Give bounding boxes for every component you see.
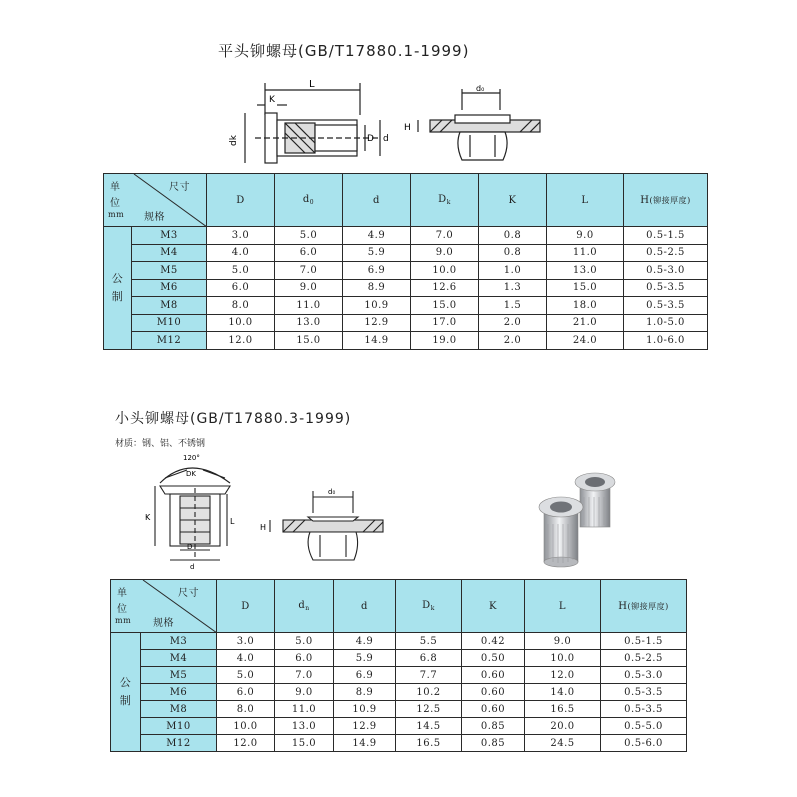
header-L: L [547, 174, 624, 227]
cell-D: 4.0 [217, 650, 275, 667]
cell-d0: 11.0 [275, 701, 334, 718]
label-L: L [309, 79, 315, 90]
cell-H: 0.5-2.5 [624, 244, 708, 262]
cell-L: 14.0 [525, 684, 601, 701]
table2-corner-header: 单 位 mm 尺寸 规格 [111, 580, 217, 633]
header-K: K [479, 174, 547, 227]
cell-d: 6.9 [334, 667, 396, 684]
cell-d: 8.9 [334, 684, 396, 701]
row-size-label: M8 [132, 297, 207, 315]
cell-d: 8.9 [343, 279, 411, 297]
cell-Dk: 6.8 [396, 650, 462, 667]
cell-D: 4.0 [207, 244, 275, 262]
label-d: d [383, 134, 389, 144]
cell-Dk: 10.0 [411, 262, 479, 280]
corner-spec-label: 规格 [144, 212, 165, 223]
cell-Dk: 16.5 [396, 735, 462, 752]
cell-d0: 11.0 [275, 297, 343, 315]
cell-D: 6.0 [207, 279, 275, 297]
cell-Dk: 5.5 [396, 633, 462, 650]
table-row [104, 332, 708, 350]
cell-H: 0.5-3.5 [624, 297, 708, 315]
header2-H: H(铆接厚度) [601, 580, 687, 633]
cell-D: 8.0 [217, 701, 275, 718]
cell-D: 12.0 [217, 735, 275, 752]
small-head-nut-installed-drawing [258, 485, 388, 570]
table-row [104, 314, 708, 332]
cell-d: 12.9 [334, 718, 396, 735]
cell-H: 0.5-3.5 [624, 279, 708, 297]
cell-D: 5.0 [207, 262, 275, 280]
table-row [104, 244, 708, 262]
cell-D: 12.0 [207, 332, 275, 350]
cell-L: 9.0 [525, 633, 601, 650]
cell-d: 4.9 [334, 633, 396, 650]
header2-Dk: $D_k$ [396, 580, 462, 633]
row-size-label: M12 [141, 735, 217, 752]
cell-D: 10.0 [207, 314, 275, 332]
cell-L: 24.0 [547, 332, 624, 350]
cell-Dk: 12.5 [396, 701, 462, 718]
table-row [104, 297, 708, 315]
table-row [111, 633, 687, 650]
label-H2: H [260, 523, 267, 532]
label-angle: 120° [183, 454, 200, 462]
cell-D: 3.0 [207, 227, 275, 245]
corner2-spec-label: 规格 [153, 618, 174, 629]
table-row [111, 650, 687, 667]
cell-K: 0.60 [462, 701, 525, 718]
label-K: K [269, 95, 275, 105]
corner-size-label: 尺寸 [169, 182, 190, 193]
cell-L: 9.0 [547, 227, 624, 245]
cell-L: 24.5 [525, 735, 601, 752]
label-DK: DK [186, 470, 196, 478]
rivet-nut-product-photo [522, 462, 627, 572]
row-size-label: M12 [132, 332, 207, 350]
cell-d0: 15.0 [275, 735, 334, 752]
cell-L: 10.0 [525, 650, 601, 667]
cell-K: 0.50 [462, 650, 525, 667]
row-size-label: M6 [132, 279, 207, 297]
row-size-label: M5 [132, 262, 207, 280]
label-D: D [367, 134, 374, 144]
cell-K: 2.0 [479, 314, 547, 332]
cell-d: 5.9 [334, 650, 396, 667]
label-D2: D [187, 543, 193, 551]
cell-Dk: 15.0 [411, 297, 479, 315]
cell-Dk: 19.0 [411, 332, 479, 350]
cell-d: 10.9 [334, 701, 396, 718]
cell-H: 1.0-6.0 [624, 332, 708, 350]
header2-d0: $d_n$ [275, 580, 334, 633]
cell-K: 0.8 [479, 227, 547, 245]
cell-L: 15.0 [547, 279, 624, 297]
cell-L: 16.5 [525, 701, 601, 718]
cell-Dk: 9.0 [411, 244, 479, 262]
cell-H: 0.5-3.5 [601, 701, 687, 718]
label-d2: d [190, 563, 195, 571]
header-H: H(铆接厚度) [624, 174, 708, 227]
table-row [111, 735, 687, 752]
cell-H: 0.5-1.5 [624, 227, 708, 245]
cell-D: 8.0 [207, 297, 275, 315]
header-d: d [343, 174, 411, 227]
cell-K: 0.85 [462, 735, 525, 752]
cell-d0: 13.0 [275, 718, 334, 735]
cell-Dk: 7.7 [396, 667, 462, 684]
cell-K: 2.0 [479, 332, 547, 350]
section1-title: 平头铆螺母(GB/T17880.1-1999) [218, 42, 470, 60]
cell-d0: 5.0 [275, 633, 334, 650]
cell-d0: 7.0 [275, 262, 343, 280]
cell-K: 0.8 [479, 244, 547, 262]
cell-L: 21.0 [547, 314, 624, 332]
table-row [104, 262, 708, 280]
cell-Dk: 14.5 [396, 718, 462, 735]
cell-d: 6.9 [343, 262, 411, 280]
table-row [111, 667, 687, 684]
row-size-label: M10 [132, 314, 207, 332]
cell-d0: 13.0 [275, 314, 343, 332]
small-head-nut-side-drawing [135, 448, 250, 573]
row-size-label: M8 [141, 701, 217, 718]
table-row [111, 718, 687, 735]
header-d0: $d_0$ [275, 174, 343, 227]
cell-D: 10.0 [217, 718, 275, 735]
cell-Dk: 17.0 [411, 314, 479, 332]
label-K2: K [145, 513, 151, 522]
row-size-label: M3 [132, 227, 207, 245]
row-size-label: M4 [141, 650, 217, 667]
cell-H: 0.5-3.0 [601, 667, 687, 684]
cell-d: 10.9 [343, 297, 411, 315]
header2-D: D [217, 580, 275, 633]
cell-K: 1.0 [479, 262, 547, 280]
row-size-label: M10 [141, 718, 217, 735]
cell-d0: 15.0 [275, 332, 343, 350]
flat-head-spec-table [103, 173, 708, 350]
label-dk: dk [229, 135, 239, 146]
cell-d0: 9.0 [275, 279, 343, 297]
row-size-label: M4 [132, 244, 207, 262]
cell-H: 0.5-3.5 [601, 684, 687, 701]
cell-d0: 6.0 [275, 650, 334, 667]
flat-head-nut-installed-drawing [400, 85, 550, 170]
corner2-size-label: 尺寸 [178, 588, 199, 599]
cell-d0: 6.0 [275, 244, 343, 262]
label-d0: d₀ [476, 85, 485, 93]
cell-d: 14.9 [334, 735, 396, 752]
header2-K: K [462, 580, 525, 633]
cell-L: 18.0 [547, 297, 624, 315]
section2-title: 小头铆螺母(GB/T17880.3-1999) [115, 411, 352, 427]
cell-d: 14.9 [343, 332, 411, 350]
cell-D: 5.0 [217, 667, 275, 684]
cell-K: 0.60 [462, 667, 525, 684]
cell-K: 1.3 [479, 279, 547, 297]
cell-d: 5.9 [343, 244, 411, 262]
side-label-metric: 公 制 [104, 227, 132, 350]
cell-Dk: 10.2 [396, 684, 462, 701]
cell-H: 0.5-2.5 [601, 650, 687, 667]
cell-K: 1.5 [479, 297, 547, 315]
flat-head-nut-side-drawing [215, 75, 405, 170]
header2-d: d [334, 580, 396, 633]
cell-H: 1.0-5.0 [624, 314, 708, 332]
header2-L: L [525, 580, 601, 633]
row-size-label: M3 [141, 633, 217, 650]
cell-d0: 9.0 [275, 684, 334, 701]
cell-H: 0.5-5.0 [601, 718, 687, 735]
cell-d0: 7.0 [275, 667, 334, 684]
header-D: D [207, 174, 275, 227]
cell-d: 4.9 [343, 227, 411, 245]
cell-L: 20.0 [525, 718, 601, 735]
cell-L: 11.0 [547, 244, 624, 262]
cell-H: 0.5-3.0 [624, 262, 708, 280]
table-row [111, 684, 687, 701]
row-size-label: M5 [141, 667, 217, 684]
table-corner-header: 单 位 mm 尺寸 规格 [104, 174, 207, 227]
material-note: 材质：钢、铝、不锈钢 [115, 439, 206, 449]
cell-L: 13.0 [547, 262, 624, 280]
label-d0-2: d₀ [328, 488, 336, 496]
cell-d0: 5.0 [275, 227, 343, 245]
row-size-label: M6 [141, 684, 217, 701]
cell-D: 3.0 [217, 633, 275, 650]
cell-L: 12.0 [525, 667, 601, 684]
label-H: H [404, 123, 411, 133]
cell-H: 0.5-6.0 [601, 735, 687, 752]
cell-d: 12.9 [343, 314, 411, 332]
cell-K: 0.85 [462, 718, 525, 735]
table-row [111, 701, 687, 718]
table-row [104, 279, 708, 297]
cell-D: 6.0 [217, 684, 275, 701]
cell-K: 0.60 [462, 684, 525, 701]
cell-Dk: 7.0 [411, 227, 479, 245]
cell-Dk: 12.6 [411, 279, 479, 297]
side-label-metric: 公 制 [111, 633, 141, 752]
small-head-spec-table [110, 579, 687, 752]
cell-H: 0.5-1.5 [601, 633, 687, 650]
label-L2: L [230, 517, 235, 526]
table-row [104, 227, 708, 245]
cell-K: 0.42 [462, 633, 525, 650]
header-Dk: $D_k$ [411, 174, 479, 227]
